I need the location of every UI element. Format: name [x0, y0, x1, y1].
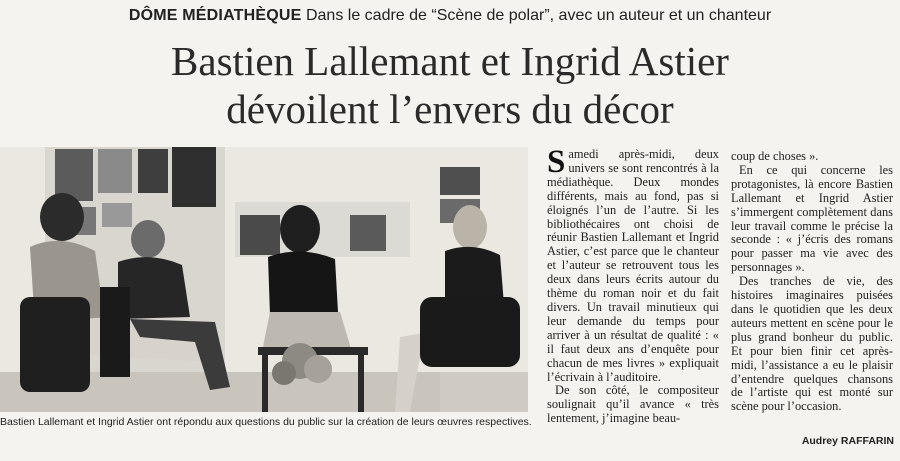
article-column-2	[731, 150, 893, 414]
article-column-1	[547, 144, 719, 426]
kicker	[0, 6, 900, 26]
kicker-text: Dans le cadre de “Scène de polar”, avec un auteur et un chanteur	[305, 7, 772, 24]
section-label: DÔME MÉDIATHÈQUE	[128, 7, 302, 24]
photo-illustration	[0, 147, 528, 412]
author-byline: Audrey RAFFARIN	[801, 435, 894, 447]
paragraph-1-text: amedi après-midi, deux univers se sont rencontrés à la médiathèque. Deux mondes différents, mais au fond, pas si éloignés l’un de l’autre. Si les bibliothécaires ont choisi de réunir Bastien Lallemant et Ingrid Astier, c’est parce que le chanteur et l’auteur se retrouvent tous les deux dans leurs écrits autour du thème du roman noir et du fait divers. Un travail minutieux qui leur demande du temps pour arriver à un résultat de qualité : « il faut deux ans d’enquête pour chacun de mes livres » expliquait l’écrivain à l’auditoire.	[547, 147, 719, 384]
paragraph-4: En ce qui concerne les protagonistes, là encore Bastien Lallemant et Ingrid Astier s’immergent complètement dans leur travail comme le précise la seconde : « j’écris des romans pour passer ma vie avec des personnages ».	[731, 162, 893, 275]
headline-line-1: Bastien Lallemant et Ingrid Astier	[171, 38, 729, 84]
paragraph-3: coup de choses ».	[731, 149, 819, 163]
paragraph-1	[547, 144, 719, 384]
headline-line-2: dévoilent l’envers du décor	[226, 86, 674, 132]
article-photo	[0, 147, 528, 412]
drop-cap: S	[547, 144, 566, 180]
paragraph-2: De son côté, le compositeur soulignait qu’il avance « très lentement, j’imagine beau-	[547, 383, 719, 426]
photo-caption: Bastien Lallemant et Ingrid Astier ont répondu aux questions du public sur la création de leurs œuvres respectives.	[0, 416, 532, 428]
paragraph-5: Des tranches de vie, des histoires imaginaires puisées dans le quotidien que les deux auteurs mettent en scène pour le plus grand bonheur du public. Et pour bien finir cet après-midi, l’assistance a eu le plaisir d’entendre quelques chansons de l’artiste qui est monté sur scène pour l’occasion.	[731, 274, 893, 414]
